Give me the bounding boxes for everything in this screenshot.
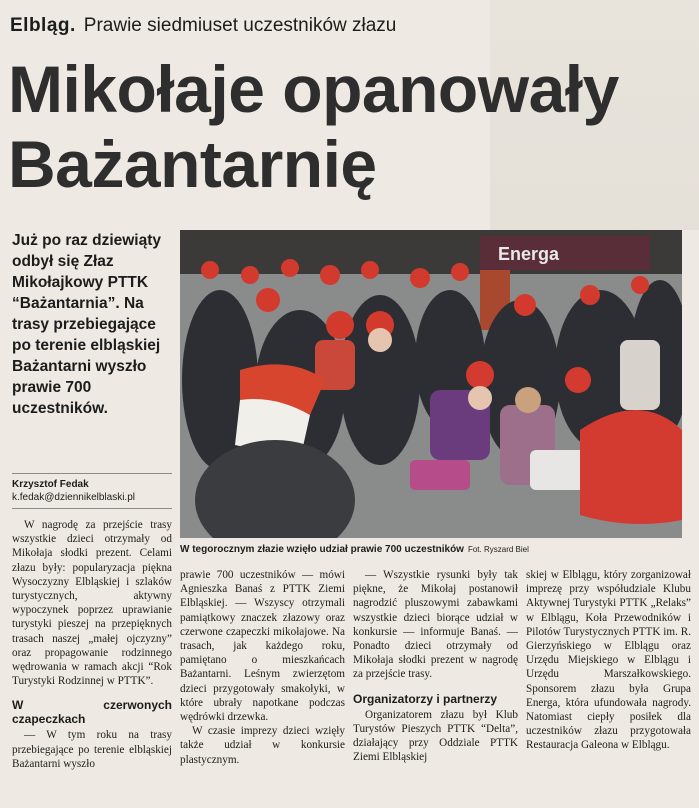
headline-line-1: Mikołaje opanowały: [8, 52, 619, 126]
paragraph: W nagrodę za przejście trasy wszystkie dzieci otrzymały od Mikołaja słodki prezent. Celami złazu były: popularyzacja piękna Wysoczyzny Elbląskiej i szlaków turystycznych, aktywny wypoczynek poprzez uprawianie turystyki pieszej na przepięknych trasach naszej „małej ojczyzny” oraz propagowanie rodzinnego wędrowania w ramach akcji “Rok Turystyki Rodzinnej w PTTK”.: [12, 519, 172, 688]
article-column-2: [180, 568, 345, 767]
photo-caption: [180, 543, 690, 556]
article-column-3: [353, 568, 518, 764]
paragraph: W czasie imprezy dzieci wzięły także udział w konkursie plastycznym.: [180, 725, 345, 766]
news-photo: [180, 230, 682, 538]
kicker-subtitle: Prawie siedmiuset uczestników złazu: [83, 15, 397, 36]
headline-line-2: Bażantarnię: [8, 127, 377, 201]
paragraph: skiej w Elblągu, który zorganizował imprezę przy współudziale Klubu Aktywnej Turystyki PTTK „Relaks” w Elblągu, Koła Przewodników i Pilotów Turystycznych PTTK im. R. Gierzyńskiego w Elblągu oraz Urzędu Miejskiego w Elblągu i Urzędu Marszałkowskiego. Sponsorem złazu była Grupa Energa, która ufundowała nagrody. Natomiast ciepły posiłek dla uczestników złazu przygotowała Restauracja Galeona w Elblągu.: [526, 569, 691, 752]
author-name: Krzysztof Fedak: [12, 479, 89, 490]
caption-text: W tegorocznym złazie wzięło udział prawie 700 uczestników: [180, 544, 464, 555]
energa-sign-text: Energa: [498, 244, 560, 264]
kicker-city: Elbląg.: [10, 15, 76, 36]
crowd-photo-illustration: [180, 230, 682, 538]
author-email: k.fedak@dziennikelblaski.pl: [12, 492, 135, 503]
subheading: Organizatorzy i partnerzy: [353, 691, 498, 706]
subheading: W czerwonych czapeczkach: [12, 698, 172, 727]
paragraph: — W tym roku na trasy przebiegające po terenie elbląskiej Bażantarni wyszło: [12, 729, 172, 770]
photo-credit: Fot. Ryszard Biel: [467, 545, 529, 554]
lead-paragraph: Już po raz dziewiąty odbył się Złaz Mikołajkowy PTTK “Bażantarnia”. Na trasy przebiegające po terenie elbląskiej Bażantarni wyszło prawie 700 uczestników.: [12, 232, 162, 417]
byline-rule-bottom: [12, 508, 172, 509]
byline: [12, 478, 172, 504]
headline: [8, 52, 693, 202]
byline-rule: [12, 473, 172, 474]
paragraph: Organizatorem złazu był Klub Turystów Pieszych PTTK “Delta”, działający przy Oddziale PTTK Ziemi Elbląskiej: [353, 708, 518, 764]
paragraph: — Wszystkie rysunki były tak piękne, że Mikołaj postanowił nagrodzić pluszowymi zabawkami wszystkie dzieci biorące udział w konkursie — informuje Banaś. — Ponadto dzieci otrzymały od Mikołaja słodki prezent w nagrodę za przejście trasy.: [353, 569, 518, 681]
article-column-1: [12, 518, 172, 771]
kicker: [10, 14, 396, 38]
paragraph: prawie 700 uczestników — mówi Agnieszka Banaś z PTTK Ziemi Elbląskiej. — Wszyscy otrzymali pamiątkowy znaczek złazowy oraz czerwone czapeczki mikołajowe. Na trasach, jak każdego roku, pamiętano o mieszkańcach Bażantarni. Leśnym zwierzętom dzieci przygotowały smakołyki, w które ubrały napotkane podczas wędrówki drzewka.: [180, 569, 345, 724]
article-column-4: [526, 568, 691, 753]
